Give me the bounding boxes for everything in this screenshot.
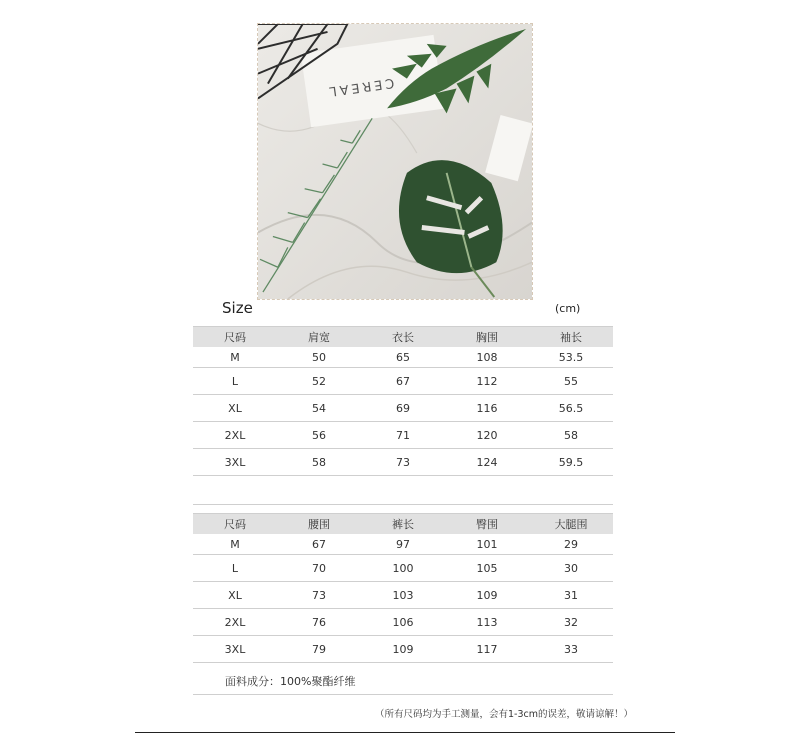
table-cell: 71 <box>396 428 410 442</box>
header-cell: 胸围 <box>476 331 498 344</box>
table-row <box>193 609 613 636</box>
table-cell: 30 <box>564 561 578 575</box>
fabric-composition: 面料成分：100%聚酯纤维 <box>225 675 356 688</box>
header-cell: 尺码 <box>224 518 246 531</box>
table-cell: 2XL <box>224 615 246 629</box>
top-size-table <box>193 326 613 476</box>
table-cell: 100 <box>392 561 414 575</box>
table-cell: 67 <box>312 537 326 551</box>
table-cell: 79 <box>312 642 326 656</box>
table-row <box>193 449 613 476</box>
table-cell: 103 <box>392 588 414 602</box>
table-cell: 116 <box>476 401 498 415</box>
table-header <box>193 513 613 534</box>
table-cell: M <box>230 350 240 364</box>
table-cell: 101 <box>476 537 498 551</box>
table-cell: 32 <box>564 615 578 629</box>
bottom-rule <box>135 732 675 733</box>
table-cell: 56 <box>312 428 326 442</box>
table-cell: 106 <box>392 615 414 629</box>
section-divider <box>193 504 613 505</box>
header-cell: 尺码 <box>224 331 246 344</box>
header-cell: 衣长 <box>392 331 414 344</box>
table-row <box>193 422 613 449</box>
table-cell: 73 <box>312 588 326 602</box>
table-cell: 3XL <box>224 642 246 656</box>
table-cell: 56.5 <box>558 401 584 415</box>
table-cell: 105 <box>476 561 498 575</box>
size-title: Size <box>222 299 253 317</box>
header-cell: 袖长 <box>560 331 582 344</box>
table-cell: 31 <box>564 588 578 602</box>
table-cell: 109 <box>476 588 498 602</box>
table-cell: 59.5 <box>558 455 584 469</box>
table-cell: 113 <box>476 615 498 629</box>
product-photo <box>257 23 533 300</box>
table-cell: L <box>231 374 239 388</box>
table-row <box>193 395 613 422</box>
table-row <box>193 347 613 368</box>
header-cell: 裤长 <box>392 518 414 531</box>
header-cell: 大腿围 <box>554 518 588 531</box>
table-row <box>193 636 613 663</box>
table-row <box>193 368 613 395</box>
table-cell: 108 <box>476 350 498 364</box>
unit-label: (cm) <box>555 302 581 315</box>
table-cell: 3XL <box>224 455 246 469</box>
measurement-note: （所有尺码均为手工测量，会有1-3cm的误差，敬请谅解！） <box>375 709 633 720</box>
bottom-size-table <box>193 513 613 663</box>
table-cell: XL <box>228 401 242 415</box>
table-cell: 33 <box>564 642 578 656</box>
table-cell: 120 <box>476 428 498 442</box>
header-cell: 肩宽 <box>308 331 330 344</box>
header-cell: 臀围 <box>476 518 498 531</box>
table-cell: 69 <box>396 401 410 415</box>
table-cell: 58 <box>564 428 578 442</box>
card-text: CEREAL <box>325 74 396 99</box>
table-cell: 55 <box>564 374 578 388</box>
table-cell: 112 <box>476 374 498 388</box>
table-cell: 54 <box>312 401 326 415</box>
table-row <box>193 555 613 582</box>
header-cell: 腰围 <box>308 518 330 531</box>
table-cell: 29 <box>564 537 578 551</box>
table-cell: 109 <box>392 642 414 656</box>
table-cell: 97 <box>396 537 410 551</box>
table-cell: M <box>230 537 240 551</box>
table-header <box>193 326 613 347</box>
table-cell: 67 <box>396 374 410 388</box>
table-cell: 53.5 <box>558 350 584 364</box>
table-cell: 124 <box>476 455 498 469</box>
table-cell: 70 <box>312 561 326 575</box>
table-row <box>193 582 613 609</box>
table-cell: 76 <box>312 615 326 629</box>
table-cell: 58 <box>312 455 326 469</box>
table-cell: 73 <box>396 455 410 469</box>
table-cell: XL <box>228 588 242 602</box>
table-cell: 65 <box>396 350 410 364</box>
table-row <box>193 534 613 555</box>
fabric-divider <box>193 694 613 695</box>
table-cell: 117 <box>476 642 498 656</box>
table-cell: 2XL <box>224 428 246 442</box>
table-cell: 50 <box>312 350 326 364</box>
table-cell: L <box>231 561 239 575</box>
table-cell: 52 <box>312 374 326 388</box>
